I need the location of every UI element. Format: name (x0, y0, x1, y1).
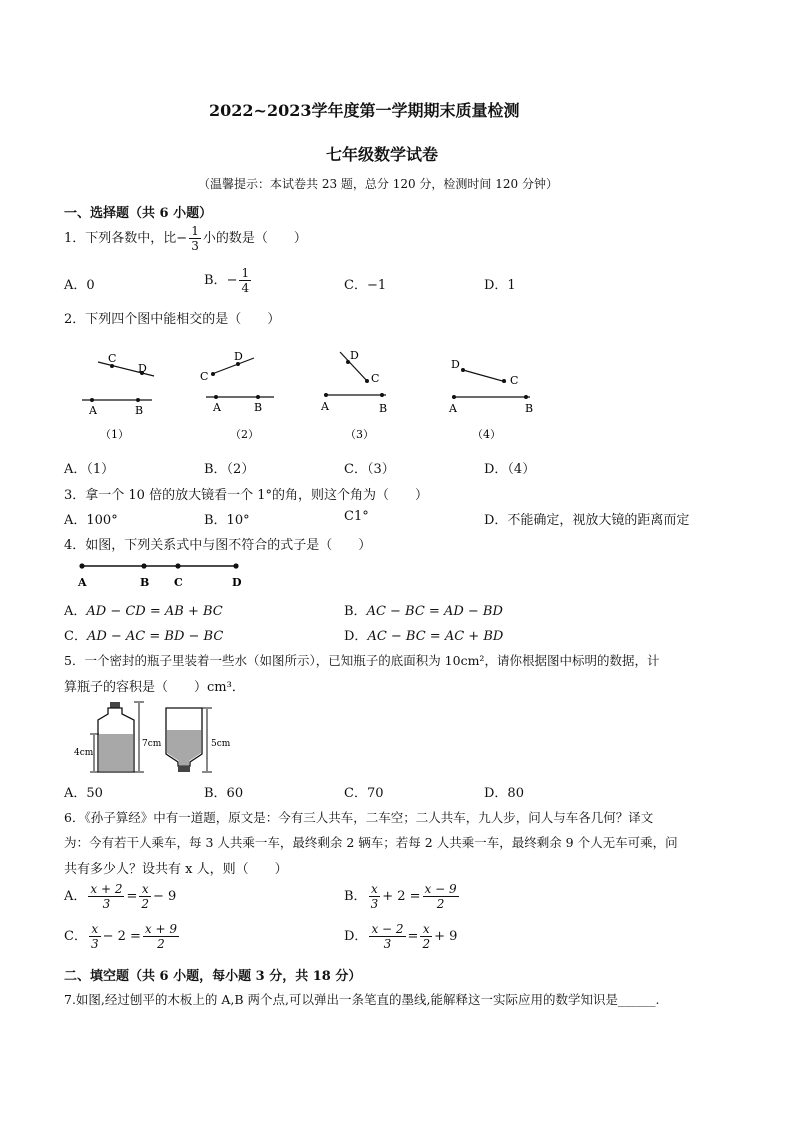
question-3: 3．拿一个 10 倍的放大镜看一个 1°的角，则这个角为（ ） (64, 488, 428, 503)
q5-bottle2-water (167, 730, 201, 765)
section-choice-title: 一、选择题（共 6 小题） (64, 206, 213, 221)
q3-option-c[interactable]: C1° (344, 509, 369, 524)
q4-option-c[interactable]: C．AD − AC = BD − BC (64, 629, 224, 644)
q2-fig2-label-c: C (200, 370, 209, 383)
exam-title: 2022~2023学年度第一学期期末质量检测 (209, 101, 520, 120)
q2-fig3-caption: （3） (345, 428, 374, 441)
q5-label-4cm: 4cm (74, 748, 94, 758)
q2-fig1-label-c: C (108, 352, 117, 365)
q2-option-b[interactable]: B．（2） (204, 462, 255, 477)
q2-figures (70, 342, 550, 447)
q2-fig2-line-cd (212, 358, 254, 374)
q2-fig1-label-d: D (138, 362, 147, 375)
q1-stem-post: 小的数是（ ） (202, 231, 307, 246)
q2-fig4-label-d: D (451, 358, 460, 371)
q2-fig2-label-b: B (254, 401, 263, 414)
q6-option-a[interactable]: A． $\frac{x + 2}{3}$ = $\frac{x}{2}$ − 9 (64, 882, 177, 911)
q5-option-c[interactable]: C．70 (344, 786, 384, 801)
q6-option-c[interactable]: C． $\frac{x}{3}$ − 2 = $\frac{x + 9}{2}$ (64, 922, 178, 951)
q2-fig4-label-c: C (510, 374, 519, 387)
q5-label-7cm: 7cm (142, 739, 162, 749)
exam-note: （温馨提示：本试卷共 23 题，总分 120 分，检测时间 120 分钟） (198, 177, 558, 191)
q2-fig1-caption: （1） (100, 428, 129, 441)
q5-option-a[interactable]: A．50 (64, 786, 103, 801)
q4-option-a[interactable]: A．AD − CD = AB + BC (64, 604, 223, 619)
q1-option-b[interactable]: B．− $\frac{1}{4}$ (204, 266, 250, 295)
q4-option-b[interactable]: B．AC − BC = AD − BD (344, 604, 503, 619)
section-fill-title: 二、填空题（共 6 小题，每小题 3 分，共 18 分） (64, 969, 362, 984)
q1-option-c[interactable]: C．−1 (344, 278, 387, 293)
q5-bottle1-water (99, 734, 133, 771)
q3-option-a[interactable]: A．100° (64, 513, 118, 528)
question-6-line-1: 6．《孙子算经》中有一道题，原文是：今有三人共车，二车空；二人共车，九人步，问人与车各几何？译文 (64, 810, 654, 825)
q1-option-d[interactable]: D．1 (484, 278, 516, 293)
question-2: 2．下列四个图中能相交的是（ ） (64, 312, 281, 327)
q4-segment-figure (70, 558, 260, 590)
q5-bottle1-cap (110, 702, 120, 708)
q2-option-d[interactable]: D．（4） (484, 462, 536, 477)
q3-option-d[interactable]: D．不能确定，视放大镜的距离而定 (484, 513, 690, 528)
q4-label-c: C (174, 576, 183, 589)
q6-option-b[interactable]: B． $\frac{x}{3}$ + 2 = $\frac{x - 9}{2}$ (344, 882, 457, 911)
question-1 (64, 224, 307, 253)
q5-option-b[interactable]: B．60 (204, 786, 244, 801)
q2-fig1-label-b: B (135, 404, 144, 417)
q1-neg: − (176, 231, 188, 246)
q5-bottle2-cap (178, 766, 190, 772)
q2-fig2-caption: （2） (230, 428, 259, 441)
q4-point-d (233, 563, 238, 568)
q1-option-a[interactable]: A．0 (64, 278, 95, 293)
q5-bottle-figure (72, 700, 232, 776)
q2-fig3-label-a: A (321, 400, 329, 413)
question-4: 4．如图，下列关系式中与图不符合的式子是（ ） (64, 538, 372, 553)
q2-fig1-label-a: A (89, 404, 97, 417)
q6-option-d[interactable]: D． $\frac{x - 2}{3}$ = $\frac{x}{2}$ + 9 (344, 922, 458, 951)
q2-fig4-label-b: B (525, 402, 534, 415)
q2-fig2-label-d: D (234, 350, 243, 363)
q2-fig2-label-a: A (213, 401, 221, 414)
q4-label-d: D (232, 576, 242, 589)
q2-fig4-caption: （4） (472, 428, 501, 441)
question-6-line-3: 共有多少人？设共有 x 人，则（ ） (64, 862, 288, 877)
question-7: 7.如图,经过刨平的木板上的 A,B 两个点,可以弹出一条笔直的墨线,能解释这一实际应用的数学知识是______. (64, 992, 660, 1007)
q2-fig4-label-a: A (449, 402, 457, 415)
question-5-line-1: 5．一个密封的瓶子里装着一些水（如图所示），已知瓶子的底面积为 10cm²，请你根据图中标明的数据，计 (64, 653, 660, 668)
exam-subtitle: 七年级数学试卷 (326, 145, 439, 164)
q4-option-d[interactable]: D．AC − BC = AC + BD (344, 629, 504, 644)
q2-fig3-label-c: C (371, 372, 380, 385)
question-6-line-2: 为：今有若干人乘车，每 3 人共乘一车，最终剩余 2 辆车；若每 2 人共乘一车，最终剩余 9 个人无车可乘，问 (64, 835, 678, 850)
q4-point-b (141, 563, 146, 568)
q1-stem-pre: 1．下列各数中，比 (64, 231, 177, 246)
q1-fraction: $\frac{1}{3}$ (191, 224, 199, 253)
q3-option-b[interactable]: B．10° (204, 513, 250, 528)
q2-fig3-label-b: B (379, 402, 388, 415)
q4-point-c (175, 563, 180, 568)
q4-label-a: A (78, 576, 87, 589)
q2-fig4-line-dc (463, 370, 506, 382)
q5-label-5cm: 5cm (211, 739, 231, 749)
question-5-line-2: 算瓶子的容积是（ ）cm³． (64, 680, 245, 695)
q2-fig3-label-d: D (350, 349, 359, 362)
q2-option-a[interactable]: A．（1） (64, 462, 115, 477)
q5-option-d[interactable]: D．80 (484, 786, 524, 801)
q2-option-c[interactable]: C．（3） (344, 462, 395, 477)
q4-label-b: B (140, 576, 150, 589)
q4-point-a (79, 563, 84, 568)
